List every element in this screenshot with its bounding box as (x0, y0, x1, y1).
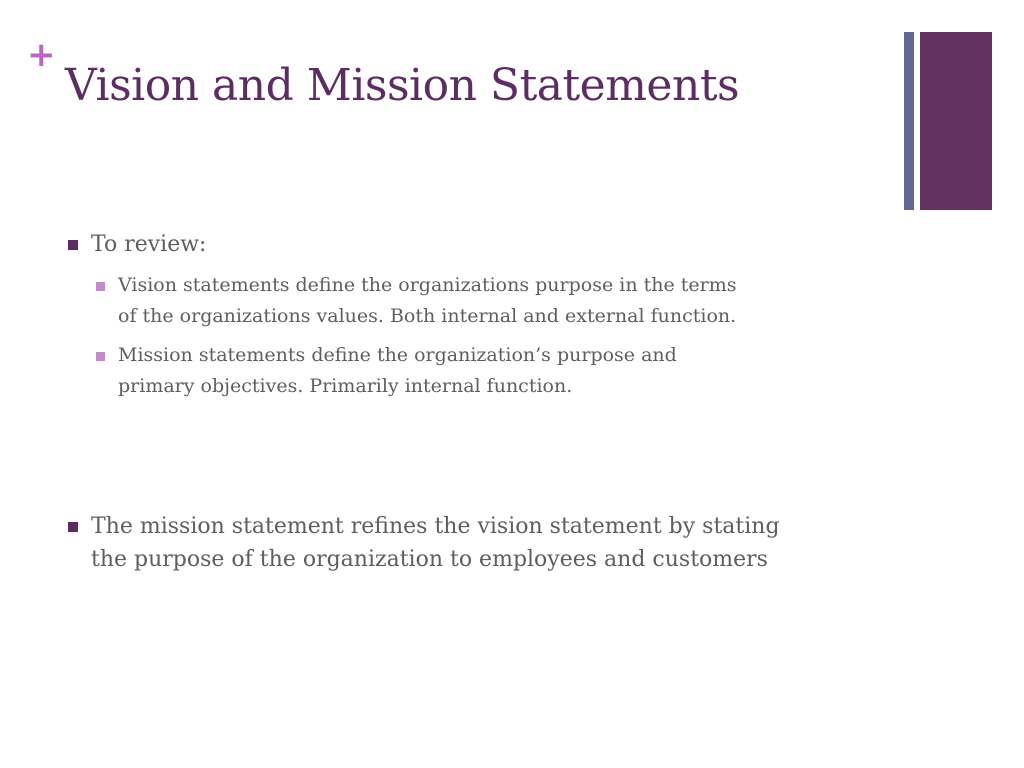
sub-bullet-vision-line2: of the organizations values. Both internal and external function. (118, 305, 737, 327)
sub-bullet-square-icon (96, 282, 105, 291)
sub-bullet-mission-line2: primary objectives. Primarily internal function. (118, 375, 573, 397)
slide-title: Vision and Mission Statements (65, 60, 740, 111)
bullet-square-icon (68, 522, 78, 532)
decorative-bar-thin (904, 32, 914, 210)
plus-icon: + (27, 35, 56, 75)
bullet-mission-refines-line1: The mission statement refines the vision statement by stating (91, 514, 780, 539)
bullet-to-review: To review: (91, 232, 207, 257)
decorative-bar-thick (920, 32, 992, 210)
bullet-square-icon (68, 240, 78, 250)
sub-bullet-vision-line1: Vision statements define the organizations purpose in the terms (118, 274, 737, 296)
sub-bullet-mission-line1: Mission statements define the organization’s purpose and (118, 344, 677, 366)
sub-bullet-square-icon (96, 352, 105, 361)
bullet-mission-refines-line2: the purpose of the organization to employees and customers (91, 547, 768, 572)
